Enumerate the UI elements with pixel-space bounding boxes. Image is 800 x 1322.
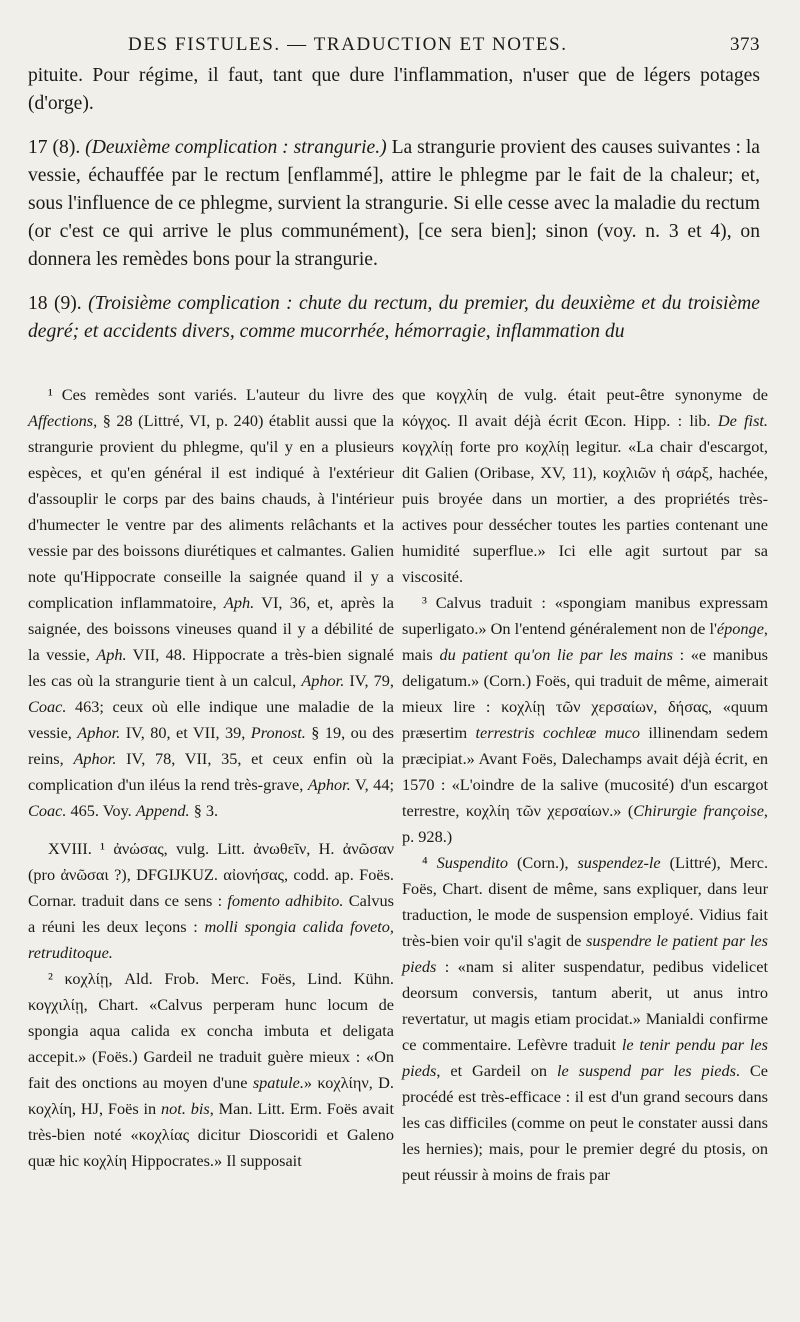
footnotes (28, 382, 768, 1188)
paragraph-number: 17 (8). (28, 137, 86, 158)
note-italic: De fist. (717, 411, 768, 430)
note-italic: molli spongia calida foveto, retruditoque. (28, 917, 394, 962)
note-italic: éponge (716, 619, 764, 638)
paragraph-number: 18 (9). (28, 293, 89, 314)
note-text: Calvus a réuni les deux leçons : (28, 891, 394, 936)
note-italic: terrestris cochleæ muco (475, 723, 640, 742)
footnote-xviii-4 (402, 850, 768, 1188)
note-text: ¹ Ces remèdes sont variés. L'auteur du livre des (48, 385, 394, 404)
note-text: IV, 80, et VII, 39, (120, 723, 251, 742)
note-text: IV, 79, (344, 671, 394, 690)
note-text: que κογχλίη de vulg. était peut-être synonyme de κόγχος. Il avait déjà écrit Œcon. Hipp. : lib. (402, 385, 768, 430)
note-italic: Coac. (28, 697, 67, 716)
note-italic: suspendre le patient par les pieds (402, 931, 768, 976)
note-text: XVIII. ¹ ἀνώσας, vulg. Litt. ἀνωθεῖν, H. ἀνῶσαν (pro ἀνῶσαι ?), DFGIJKUZ. αἰονήσας, codd. ap. Foës. Cornar. traduit dans ce sens : (28, 839, 394, 910)
note-italic: le tenir pendu par les pieds (402, 1035, 768, 1080)
note-italic: Suspendito (436, 853, 509, 872)
note-italic: Aphor. (73, 749, 117, 768)
main-text (28, 62, 760, 346)
note-text: IV, 78, VII, 35, et ceux enfin où la complication d'un iléus la rend très-grave, (28, 749, 394, 794)
footnote-xviii-2 (28, 966, 394, 1174)
note-text: VI, 36, et, après la saignée, des boissons vineuses quand il y a débilité de la vessie, (28, 593, 394, 664)
running-head (28, 28, 760, 62)
note-text: VII, 48. Hippocrate a très-bien signalé les cas où la strangurie tient à un calcul, (28, 645, 394, 690)
footnote-1 (28, 382, 394, 824)
note-italic: fomento adhibito. (227, 891, 344, 910)
paragraph-17 (28, 134, 760, 274)
running-title: DES FISTULES. — TRADUCTION ET NOTES. (128, 34, 568, 55)
note-text: 465. Voy. (66, 801, 136, 820)
note-text: V, 44; (350, 775, 394, 794)
complication-heading: (Deuxième complication : strangurie.) (85, 137, 387, 158)
note-text: . Ce procédé est très-efficace : il est d'un grand secours dans les cas difficiles (comme on peut le constater aussi dans les hernies); mais, pour le premier degré du ptosis, on peut réussir à moins de frais par (402, 1061, 768, 1184)
note-italic: Chirurgie françoise (633, 801, 764, 820)
footnote-xviii-3 (402, 590, 768, 850)
note-italic: Aphor. (307, 775, 351, 794)
note-italic: Aphor. (77, 723, 121, 742)
note-italic: Affections (28, 411, 94, 430)
note-text: : «nam si aliter suspendatur, pedibus videlicet deorsum conversis, tantum aberit, ut anus intro revertatur, ut magis etiam procidat.» Manialdi confirme ce commentaire. Lefèvre traduit (402, 957, 768, 1054)
note-italic: Aph. (223, 593, 255, 612)
note-italic: suspendez-le (577, 853, 661, 872)
note-italic: Aph. (96, 645, 127, 664)
note-italic: Pronost. (250, 723, 306, 742)
note-italic: Coac. (28, 801, 67, 820)
footnote-xviii-2-continued (402, 382, 768, 590)
note-italic: du patient qu'on lie par les mains (439, 645, 673, 664)
note-text: (Corn.), (508, 853, 578, 872)
note-text: , mais (402, 619, 768, 664)
note-text: , et Gardeil on (436, 1061, 557, 1080)
footnotes-right-column (402, 382, 768, 1188)
note-italic: Aphor. (301, 671, 345, 690)
note-italic: not. bis (161, 1099, 210, 1118)
note-text: , Man. Litt. Erm. Foës avait très-bien noté «κοχλίας dicitur Dioscoridi et Galeno quæ hic κοχλίη Hippocrates.» Il supposait (28, 1099, 394, 1170)
note-text: ² κοχλίῃ, Ald. Frob. Merc. Foës, Lind. Kühn. κογχιλίῃ, Chart. «Calvus perperam hunc locum de spongia aqua calida ex concha imbuta et deligata accepit.» (Foës.) Gardeil ne traduit guère mieux : «On fait des onctions au moyen d'une (28, 969, 394, 1092)
page-number: 373 (730, 34, 760, 55)
note-text: 463; ceux où elle indique une maladie de la vessie, (28, 697, 394, 742)
note-text: » κοχλίην, D. κοχλίη, HJ, Foës in (28, 1073, 394, 1118)
note-text: : «e manibus deligatum.» (Corn.) Foës, qui traduit de même, aimerait mieux lire : κοχλίῃ τῶν χερσαίων, δήσας, «quum præsertim (402, 645, 769, 742)
note-text: , § 28 (Littré, VI, p. 240) établit aussi que la strangurie provient du phlegme, qu'il y en a plusieurs espèces, et qu'en général il est indiqué à l'extérieur d'assouplir le corps par des bains chauds, à l'intérieur d'humecter le ventre par des aliments relâchants et la vessie par des boissons diurétiques et calmantes. Galien note qu'Hippocrate conseille la saignée quand il y a complication inflammatoire, (28, 411, 394, 612)
paragraph-18 (28, 290, 760, 346)
note-text: illinendam sedem præcipiat.» Avant Foës, Dalechamps avait déjà écrit, en 1570 : «L'oindre de la salive (mucosité) d'un escargot terrestre, κοχλίη τῶν χερσαίων.» ( (402, 723, 768, 820)
paragraph-pituite: pituite. Pour régime, il faut, tant que dure l'inflammation, n'user que de légers potages (d'orge). (28, 65, 760, 114)
note-italic: Append. (135, 801, 190, 820)
paragraph-body: La strangurie provient des causes suivantes : la vessie, échauffée par le rectum [enflammé], attire le phlegme par le fait de la chaleur; et, sous l'influence de ce phlegme, survient la strangurie. Si elle cesse avec la maladie du rectum (or c'est ce qui arrive le plus communément), [ce sera bien]; sinon (voy. n. 3 et 4), on donnera les remèdes bons pour la strangurie. (28, 137, 760, 270)
note-italic: le suspend par les pieds (556, 1061, 736, 1080)
footnotes-left-column (28, 382, 394, 1188)
note-text: ⁴ (422, 853, 437, 872)
note-text: ³ Calvus traduit : «spongiam manibus expressam superligato.» On l'entend généralement non de l' (402, 593, 768, 638)
note-italic: spatule. (252, 1073, 304, 1092)
complication-heading: (Troisième complication : chute du rectum, du premier, du deuxième et du troisième degré; et accidents divers, comme mucorrhée, hémorragie, inflammation du (28, 293, 760, 342)
note-text: § 19, ou des reins, (28, 723, 395, 768)
footnote-xviii-1 (28, 836, 394, 966)
note-text: (Littré), Merc. Foës, Chart. disent de même, sans expliquer, dans leur traduction, le mode de suspension employé. Vidius fait très-bien voir qu'il s'agit de (402, 853, 769, 950)
note-text: κογχλίῃ forte pro κοχλίῃ legitur. «La chair d'escargot, dit Galien (Oribase, XV, 11), κοχλιῶν ἡ σάρξ, hachée, puis broyée dans un mortier, a des propriétés très-actives pour dessécher toutes les parties contenant une humidité superflue.» Ici elle agit surtout par sa viscosité. (402, 437, 768, 586)
note-text: § 3. (189, 801, 219, 820)
note-text: , p. 928.) (402, 801, 768, 846)
